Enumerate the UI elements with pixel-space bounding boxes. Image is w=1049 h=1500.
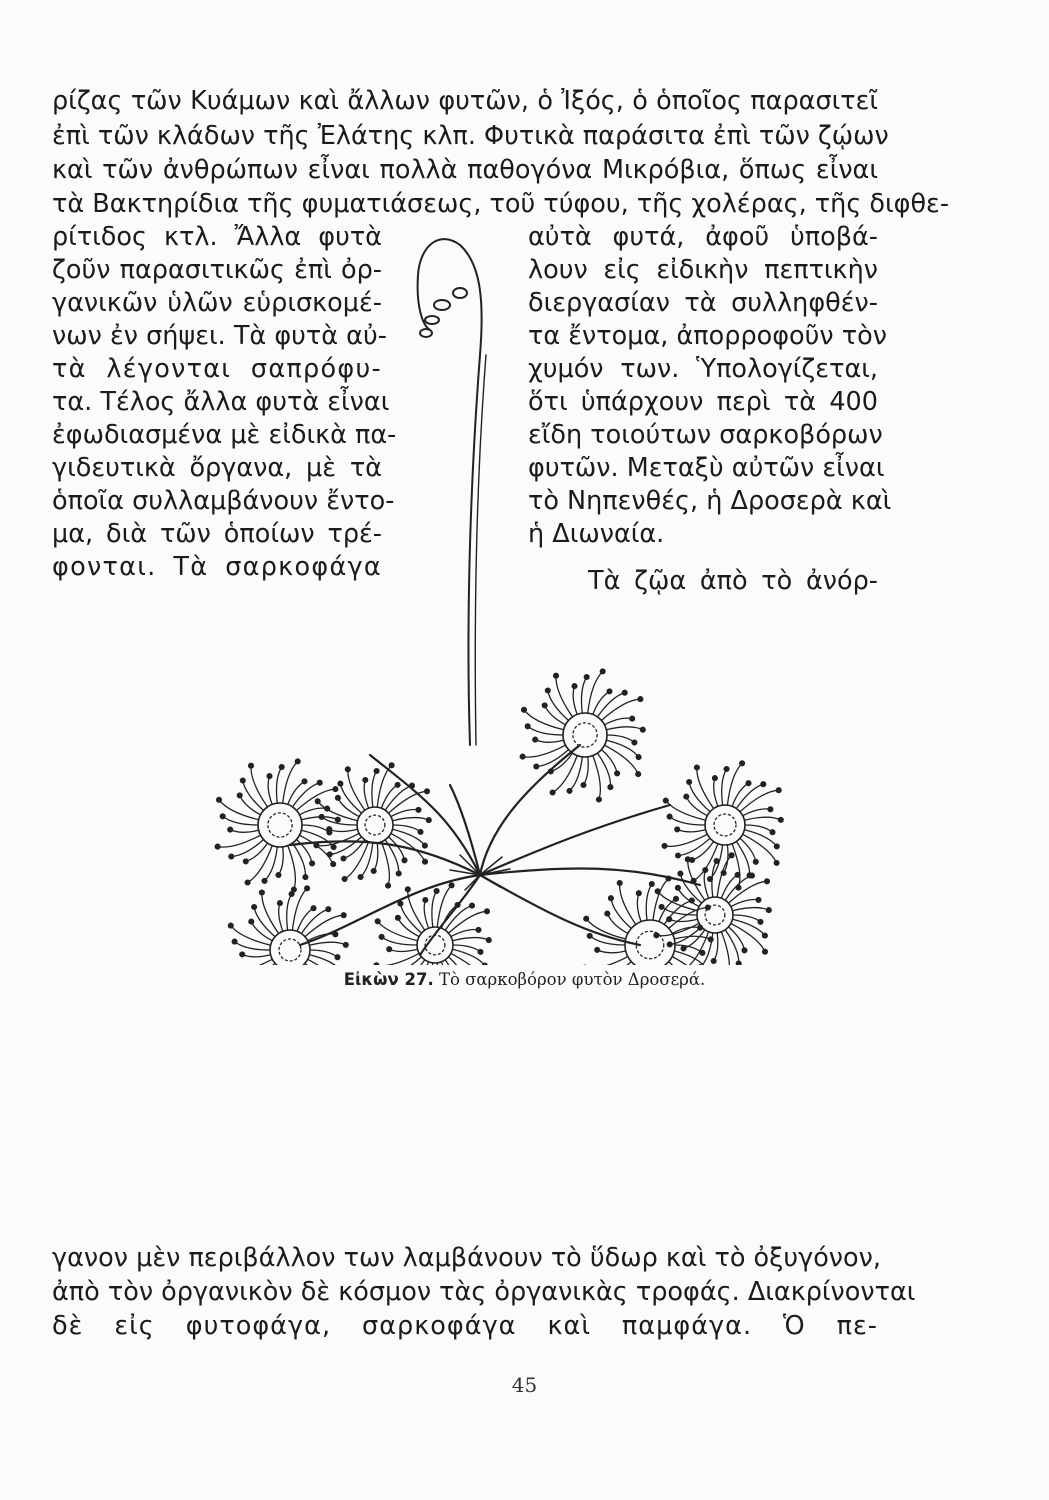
paragraph-start: Τὰ ζῷα ἀπὸ τὸ ἀνόρ-: [588, 566, 878, 596]
text-line: ἐπὶ τῶν κλάδων τῆς Ἐλάτης κλπ. Φυτικὰ παράσιτα ἐπὶ τῶν ζῴων: [52, 121, 889, 151]
text-line: γανον μὲν περιβάλλον των λαμβάνουν τὸ ὕδωρ καὶ τὸ ὀξυγόνον,: [52, 1243, 881, 1273]
text-line: τὸ Νηπενθές, ἡ Δροσερὰ καὶ: [528, 486, 892, 516]
figure-caption: [0, 970, 1049, 989]
text-line: λουν εἰς εἰδικὴν πεπτικὴν: [528, 255, 878, 285]
figure-caption-text: Τὸ σαρκοβόρον φυτὸν Δροσερά.: [438, 970, 706, 989]
text-line: ρίτιδος κτλ. Ἄλλα φυτὰ: [52, 222, 382, 252]
text-line: ὅτι ὑπάρχουν περὶ τὰ 400: [528, 387, 878, 417]
text-line: ἡ Διωναία.: [528, 519, 665, 549]
figure-label: Εἰκὼν 27.: [343, 970, 434, 989]
text-line: ζοῦν παρασιτικῶς ἐπὶ ὀρ-: [52, 255, 382, 285]
text-line: δὲ εἰς φυτοφάγα, σαρκοφάγα καὶ παμφάγα. Ὁ πε-: [52, 1311, 878, 1341]
text-line: φονται. Τὰ σαρκοφάγα: [52, 552, 382, 582]
text-line: τα ἔντομα, ἀπορροφοῦν τὸν: [528, 321, 887, 351]
text-line: τὰ Βακτηρίδια τῆς φυματιάσεως, τοῦ τύφου, τῆς χολέρας, τῆς διφθε-: [52, 189, 950, 219]
text-line: γιδευτικὰ ὄργανα, μὲ τὰ: [52, 453, 382, 483]
text-line: ὁποῖα συλλαμβάνουν ἔντο-: [52, 486, 395, 516]
text-line: αὐτὰ φυτά, ἀφοῦ ὑποβά-: [528, 222, 878, 252]
text-line: φυτῶν. Μεταξὺ αὐτῶν εἶναι: [528, 453, 885, 483]
page-number: 45: [511, 1373, 538, 1397]
sundew-illustration: [170, 225, 890, 965]
text-line: μα, διὰ τῶν ὁποίων τρέ-: [52, 519, 382, 549]
text-line: τα. Τέλος ἄλλα φυτὰ εἶναι: [52, 387, 390, 417]
text-line: καὶ τῶν ἀνθρώπων εἶναι πολλὰ παθογόνα Μικρόβια, ὅπως εἶναι: [52, 155, 878, 185]
text-line: τὰ λέγονται σαπρόφυ-: [52, 354, 382, 384]
text-line: χυμόν των. Ὑπολογίζεται,: [528, 354, 878, 384]
text-line: νων ἐν σήψει. Τὰ φυτὰ αὐ-: [52, 321, 387, 351]
text-line: διεργασίαν τὰ συλληφθέν-: [528, 288, 878, 318]
text-line: ἐφωδιασμένα μὲ εἰδικὰ πα-: [52, 420, 397, 450]
text-line: ρίζας τῶν Κυάμων καὶ ἄλλων φυτῶν, ὁ Ἰξός, ὁ ὁποῖος παρασιτεῖ: [52, 86, 878, 116]
text-line: εἴδη τοιούτων σαρκοβόρων: [528, 420, 883, 450]
text-line: ἀπὸ τὸν ὀργανικὸν δὲ κόσμον τὰς ὀργανικὰς τροφάς. Διακρίνονται: [52, 1277, 916, 1307]
text-line: γανικῶν ὑλῶν εὑρισκομέ-: [52, 288, 382, 318]
